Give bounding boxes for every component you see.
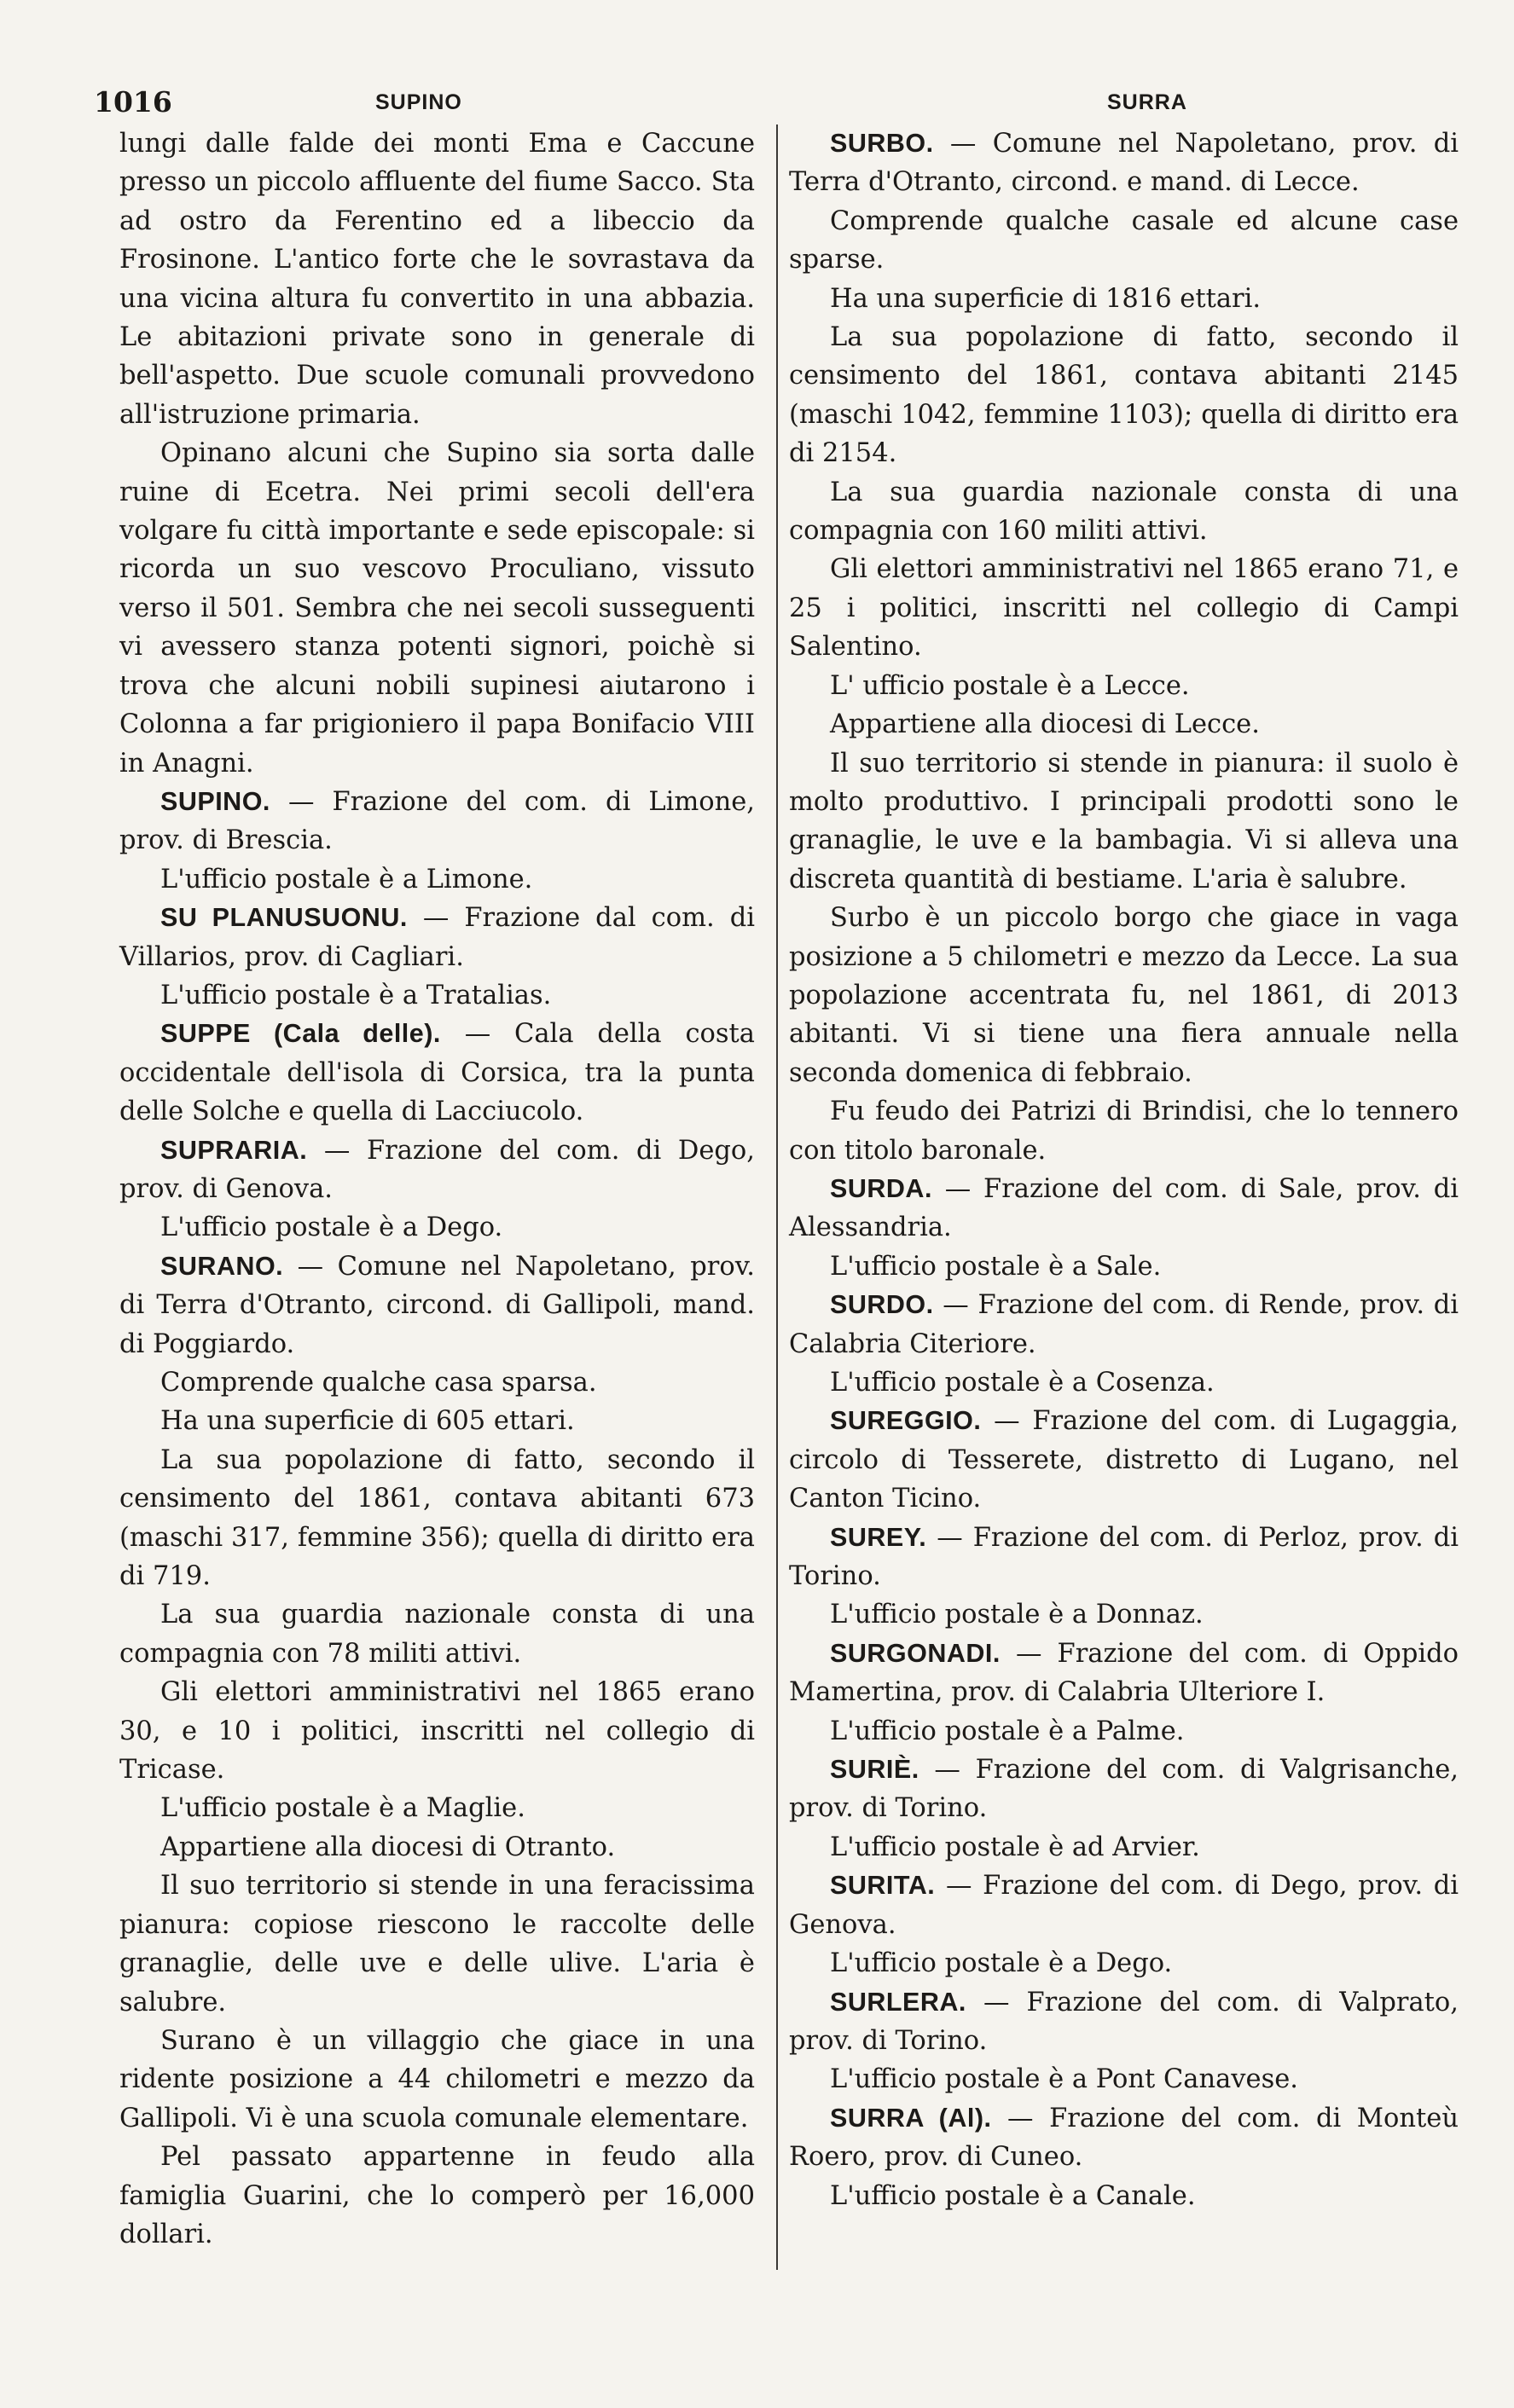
paragraph: Fu feudo dei Patrizi di Brindisi, che lo tennero con titolo baronale. xyxy=(789,1097,1459,1166)
entry-headword: SURDO. xyxy=(830,1290,934,1320)
dictionary-entry xyxy=(119,1015,755,1131)
entry-headword: SURLERA. xyxy=(830,1987,966,2017)
dictionary-entry xyxy=(119,1132,755,1209)
entry-text: — Frazione del com. di Dego, prov. di Genova. xyxy=(119,1135,755,1204)
paragraph: Surano è un villaggio che giace in una ridente posizione a 44 chilometri e mezzo da Gallipoli. Vi è una scuola comunale elementare. xyxy=(119,2025,755,2133)
dictionary-entry xyxy=(789,1635,1459,1712)
dictionary-entry xyxy=(789,1402,1459,1518)
paragraph: L'ufficio postale è ad Arvier. xyxy=(830,1832,1200,1862)
paragraph: Ha una superficie di 605 ettari. xyxy=(160,1406,575,1437)
dictionary-entry xyxy=(789,2099,1459,2177)
paragraph: lungi dalle falde dei monti Ema e Caccune presso un piccolo affluente del fiume Sacco. Sta ad ostro da Ferentino ed a libeccio da Frosinone. L'antico forte che le sovrastava da una vicina altura fu convertito in una abbazia. Le abitazioni private sono in generale di bell'aspetto. Due scuole comunali provvedono all'istruzione primaria. xyxy=(119,129,755,430)
paragraph: Ha una superficie di 1816 ettari. xyxy=(830,283,1262,314)
paragraph: L'ufficio postale è a Tratalias. xyxy=(160,980,552,1010)
entry-headword: SURDA. xyxy=(830,1173,932,1203)
paragraph: Comprende qualche casale ed alcune case sparse. xyxy=(789,205,1459,275)
entry-text: — Frazione del com. di Monteù Roero, prov. di Cuneo. xyxy=(789,2103,1459,2173)
dictionary-entry xyxy=(789,124,1459,202)
running-head-left: SUPINO xyxy=(375,90,462,114)
column-divider xyxy=(776,124,778,2270)
entry-text: — Frazione del com. di Valgrisanche, prov. di Torino. xyxy=(789,1755,1459,1824)
entry-text: — Frazione dal com. di Villarios, prov. di Cagliari. xyxy=(119,903,756,972)
dictionary-entry xyxy=(789,1170,1459,1247)
paragraph: L'ufficio postale è a Dego. xyxy=(830,1948,1173,1979)
paragraph: L'ufficio postale è a Cosenza. xyxy=(830,1368,1215,1398)
entry-headword: SURBO. xyxy=(830,129,934,158)
dictionary-entry xyxy=(789,1519,1459,1596)
right-column xyxy=(789,124,1459,2215)
paragraph: L'ufficio postale è a Sale. xyxy=(830,1251,1162,1282)
entry-text: — Frazione del com. di Dego, prov. di Genova. xyxy=(789,1871,1459,1940)
paragraph: L'ufficio postale è a Limone. xyxy=(160,864,533,894)
paragraph: L'ufficio postale è a Donnaz. xyxy=(830,1600,1204,1630)
dictionary-entry xyxy=(789,1751,1459,1828)
entry-text: — Frazione del com. di Perloz, prov. di Torino. xyxy=(789,1522,1459,1592)
page-number: 1016 xyxy=(94,85,172,119)
paragraph: Gli elettori amministrativi nel 1865 erano 71, e 25 i politici, inscritti nel collegio di Campi Salentino. xyxy=(789,554,1459,663)
paragraph: La sua guardia nazionale consta di una compagnia con 160 militi attivi. xyxy=(789,477,1459,547)
paragraph: L' ufficio postale è a Lecce. xyxy=(830,670,1190,701)
left-column xyxy=(119,124,755,2254)
dictionary-entry xyxy=(119,783,755,860)
paragraph: Appartiene alla diocesi di Lecce. xyxy=(830,709,1260,740)
paragraph: L'ufficio postale è a Palme. xyxy=(830,1716,1185,1746)
entry-headword: SUPPE (Cala delle). xyxy=(160,1019,441,1049)
paragraph: Pel passato appartenne in feudo alla famiglia Guarini, che lo comperò per 16,000 dollari. xyxy=(119,2142,755,2249)
entry-headword: SURRA (Al). xyxy=(830,2103,992,2133)
paragraph: La sua guardia nazionale consta di una compagnia con 78 militi attivi. xyxy=(119,1600,755,1669)
paragraph: L'ufficio postale è a Maglie. xyxy=(160,1793,525,1824)
entry-text: — Frazione del com. di Limone, prov. di Brescia. xyxy=(119,786,755,856)
entry-text: — Frazione del com. di Lugaggia, circolo di Tesserete, distretto di Lugano, nel Canton Ticino. xyxy=(789,1406,1459,1514)
entry-headword: SUPINO. xyxy=(160,786,270,816)
entry-text: — Frazione del com. di Rende, prov. di Calabria Citeriore. xyxy=(789,1290,1459,1359)
paragraph: L'ufficio postale è a Pont Canavese. xyxy=(830,2064,1298,2095)
entry-headword: SURIÈ. xyxy=(830,1755,919,1785)
paragraph: Surbo è un piccolo borgo che giace in vaga posizione a 5 chilometri e mezzo da Lecce. La sua popolazione accentrata fu, nel 1861, di 2013 abitanti. Vi si tiene una fiera annuale nella seconda domenica di febbraio. xyxy=(789,903,1459,1088)
paragraph: La sua popolazione di fatto, secondo il censimento del 1861, contava abitanti 2145 (maschi 1042, femmine 1103); quella di diritto era di 2154. xyxy=(789,322,1459,469)
dictionary-entry xyxy=(119,899,755,976)
entry-text: — Comune nel Napoletano, prov. di Terra d'Otranto, circond. e mand. di Lecce. xyxy=(789,129,1459,198)
paragraph: Gli elettori amministrativi nel 1865 erano 30, e 10 i politici, inscritti nel collegio di Tricase. xyxy=(119,1677,755,1786)
entry-text: — Cala della costa occidentale dell'isola di Corsica, tra la punta delle Solche e quella di Lacciucolo. xyxy=(119,1019,755,1127)
dictionary-entry xyxy=(789,1983,1459,2061)
running-head-right: SURRA xyxy=(1107,90,1187,114)
dictionary-entry xyxy=(789,1867,1459,1944)
entry-headword: SUREY. xyxy=(830,1522,927,1552)
entry-headword: SURGONADI. xyxy=(830,1638,1001,1668)
paragraph: La sua popolazione di fatto, secondo il censimento del 1861, contava abitanti 673 (maschi 317, femmine 356); quella di diritto era di 719. xyxy=(119,1444,755,1592)
paragraph: Appartiene alla diocesi di Otranto. xyxy=(160,1832,616,1862)
entry-headword: SU PLANUSUONU. xyxy=(160,903,408,933)
paragraph: Opinano alcuni che Supino sia sorta dalle ruine di Ecetra. Nei primi secoli dell'era volgare fu città importante e sede episcopale: si ricorda un suo vescovo Proculiano, vissuto verso il 501. Sembra che nei secoli susseguenti vi avessero stanza potenti signori, poichè si trova che alcuni nobili supinesi aiutarono i Colonna a far prigioniero il papa Bonifacio VIII in Anagni. xyxy=(119,438,755,779)
paragraph: L'ufficio postale è a Canale. xyxy=(830,2180,1196,2211)
dictionary-entry xyxy=(789,1286,1459,1363)
paragraph: Comprende qualche casa sparsa. xyxy=(160,1368,597,1398)
paragraph: Il suo territorio si stende in una feracissima pianura: copiose riescono le raccolte delle granaglie, delle uve e delle ulive. L'aria è salubre. xyxy=(119,1871,755,2017)
paragraph: L'ufficio postale è a Dego. xyxy=(160,1213,503,1243)
entry-headword: SURANO. xyxy=(160,1251,284,1281)
entry-headword: SUPRARIA. xyxy=(160,1135,308,1165)
entry-text: — Frazione del com. di Valprato, prov. di Torino. xyxy=(789,1987,1459,2056)
paragraph: Il suo territorio si stende in pianura: il suolo è molto produttivo. I principali prodotti sono le granaglie, le uve e la bambagia. Vi si alleva una discreta quantità di bestiame. L'aria è salubre. xyxy=(789,748,1459,894)
entry-text: — Frazione del com. di Oppido Mamertina, prov. di Calabria Ulteriore I. xyxy=(789,1638,1459,1708)
dictionary-entry xyxy=(119,1247,755,1363)
entry-headword: SURITA. xyxy=(830,1871,936,1901)
entry-text: — Comune nel Napoletano, prov. di Terra d'Otranto, circond. di Gallipoli, mand. di Poggiardo. xyxy=(119,1251,755,1359)
entry-text: — Frazione del com. di Sale, prov. di Alessandria. xyxy=(789,1173,1459,1243)
entry-headword: SUREGGIO. xyxy=(830,1406,982,1436)
